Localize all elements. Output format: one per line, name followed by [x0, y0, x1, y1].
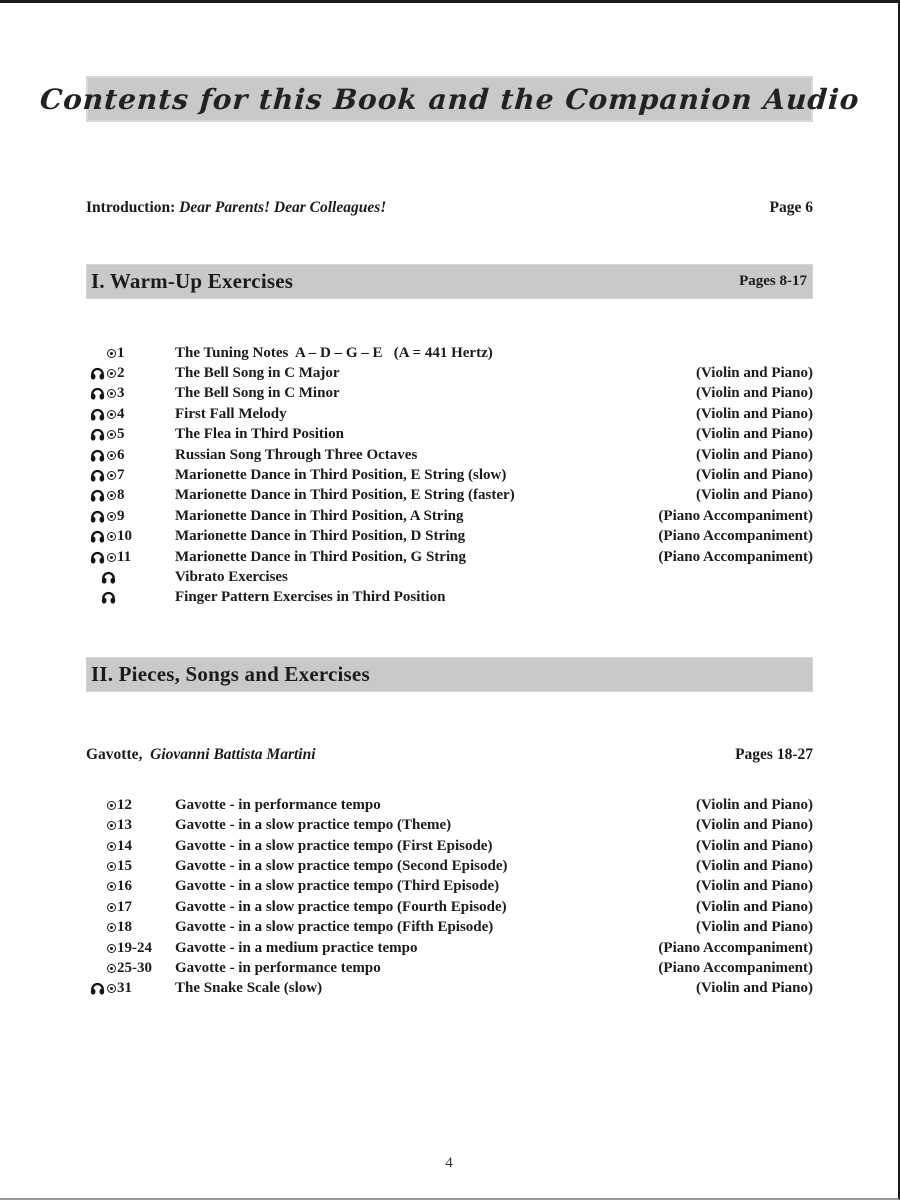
track-gutter [86, 385, 175, 402]
track-number [107, 858, 132, 875]
headphones-icon [90, 367, 107, 380]
track-scoring: (Violin and Piano) [696, 487, 813, 504]
track-number [107, 426, 125, 443]
track-title: Marionette Dance in Third Position, D String [175, 528, 466, 545]
audio-track-icon [107, 471, 116, 480]
track-number [107, 919, 132, 936]
track-title: Gavotte - in performance tempo [175, 959, 381, 976]
track-number [107, 878, 132, 895]
track-scoring: (Violin and Piano) [696, 405, 813, 422]
track-scoring: (Violin and Piano) [696, 878, 813, 895]
track-number-label: 9 [117, 507, 125, 524]
section-2-banner [86, 657, 813, 692]
track-number-label: 7 [117, 467, 125, 484]
track-gutter [86, 467, 175, 484]
track-gutter [86, 838, 175, 855]
headphones-icon [90, 387, 107, 400]
track-scoring: (Piano Accompaniment) [658, 507, 813, 524]
track-number-label: 5 [117, 426, 125, 443]
track-title: The Bell Song in C Minor [175, 385, 340, 402]
track-gutter [86, 980, 175, 997]
track-scoring: (Piano Accompaniment) [658, 528, 813, 545]
introduction-page-ref: Page 6 [769, 199, 813, 216]
track-title: Marionette Dance in Third Position, A String [175, 507, 464, 524]
track-row [86, 343, 813, 363]
headphones-icon [90, 510, 107, 523]
audio-track-icon [107, 491, 116, 500]
track-title: Gavotte - in a slow practice tempo (Fifth Episode) [175, 919, 494, 936]
track-gutter [86, 919, 175, 936]
audio-track-icon [107, 430, 116, 439]
track-number [107, 899, 132, 916]
track-number-label: 12 [117, 796, 132, 813]
track-number [107, 345, 125, 362]
track-row [86, 547, 813, 567]
track-scoring: (Violin and Piano) [696, 385, 813, 402]
audio-track-icon [107, 410, 116, 419]
audio-track-icon [107, 984, 116, 993]
headphones-icon [90, 408, 107, 421]
track-title: Gavotte - in a slow practice tempo (Theme) [175, 817, 452, 834]
audio-track-icon [107, 882, 116, 891]
track-title: Russian Song Through Three Octaves [175, 446, 418, 463]
audio-track-icon [107, 862, 116, 871]
track-scoring: (Violin and Piano) [696, 426, 813, 443]
track-number-label: 4 [117, 405, 125, 422]
track-gutter [86, 899, 175, 916]
track-scoring: (Violin and Piano) [696, 919, 813, 936]
track-row [86, 938, 813, 958]
section-2-heading: II. Pieces, Songs and Exercises [91, 662, 370, 687]
section-2-track-list [86, 795, 813, 999]
track-title: The Flea in Third Position [175, 426, 344, 443]
audio-track-icon [107, 451, 116, 460]
track-scoring: (Violin and Piano) [696, 857, 813, 874]
track-title: Gavotte - in a slow practice tempo (Third Episode) [175, 878, 500, 895]
track-scoring: (Violin and Piano) [696, 467, 813, 484]
audio-track-icon [107, 389, 116, 398]
track-scoring: (Piano Accompaniment) [658, 959, 813, 976]
track-gutter [86, 487, 175, 504]
track-scoring: (Violin and Piano) [696, 837, 813, 854]
headphones-icon [90, 489, 107, 502]
audio-track-icon [107, 821, 116, 830]
track-number-label: 8 [117, 487, 125, 504]
headphones-icon [101, 591, 118, 604]
track-row [86, 795, 813, 815]
track-row [86, 567, 813, 587]
track-scoring: (Piano Accompaniment) [658, 939, 813, 956]
track-row [86, 363, 813, 383]
track-title: Gavotte - in a slow practice tempo (First Episode) [175, 837, 493, 854]
track-scoring: (Violin and Piano) [696, 898, 813, 915]
audio-track-icon [107, 553, 116, 562]
track-number-label: 15 [117, 857, 132, 874]
track-title: Gavotte - in a slow practice tempo (Second Episode) [175, 857, 508, 874]
track-gutter [86, 817, 175, 834]
track-number-label: 31 [117, 980, 132, 997]
track-number [107, 817, 132, 834]
section-1-track-list [86, 343, 813, 608]
track-row [86, 425, 813, 445]
headphones-icon [90, 428, 107, 441]
track-number [107, 487, 125, 504]
headphones-icon [90, 551, 107, 564]
track-scoring: (Violin and Piano) [696, 980, 813, 997]
track-scoring: (Violin and Piano) [696, 796, 813, 813]
section-1-banner [86, 264, 813, 299]
headphones-icon [101, 571, 118, 584]
introduction-row [86, 199, 813, 220]
introduction-title: Dear Parents! Dear Colleagues! [179, 199, 387, 216]
track-title: The Bell Song in C Major [175, 365, 340, 382]
track-row [86, 979, 813, 999]
track-row [86, 404, 813, 424]
headphones-icon [90, 469, 107, 482]
track-number [107, 385, 125, 402]
track-gutter [86, 447, 175, 464]
track-scoring: (Violin and Piano) [696, 817, 813, 834]
track-gutter [86, 878, 175, 895]
section-1-page-ref: Pages 8-17 [739, 273, 807, 289]
piece-name: Gavotte, [86, 746, 143, 764]
track-gutter [86, 858, 175, 875]
track-title: First Fall Melody [175, 405, 287, 422]
track-title: Marionette Dance in Third Position, G String [175, 548, 466, 565]
track-row [86, 465, 813, 485]
track-title: Gavotte - in a slow practice tempo (Fourth Episode) [175, 898, 507, 915]
track-gutter [86, 571, 175, 584]
track-row [86, 815, 813, 835]
track-number [107, 406, 125, 423]
headphones-icon [90, 530, 107, 543]
audio-track-icon [107, 532, 116, 541]
track-gutter [86, 549, 175, 566]
track-number-label: 2 [117, 365, 125, 382]
track-row [86, 384, 813, 404]
track-title: The Snake Scale (slow) [175, 980, 323, 997]
track-row [86, 958, 813, 978]
audio-track-icon [107, 964, 116, 973]
track-row [86, 897, 813, 917]
audio-track-icon [107, 944, 116, 953]
audio-track-icon [107, 903, 116, 912]
track-row [86, 588, 813, 608]
audio-track-icon [107, 349, 116, 358]
track-gutter [86, 591, 175, 604]
track-gutter [86, 365, 175, 382]
track-number-label: 25-30 [117, 959, 152, 976]
track-number-label: 17 [117, 898, 132, 915]
track-number-label: 3 [117, 385, 125, 402]
track-title: Marionette Dance in Third Position, E String (slow) [175, 467, 507, 484]
track-number-label: 14 [117, 837, 132, 854]
track-title: Marionette Dance in Third Position, E String (faster) [175, 487, 515, 504]
track-row [86, 527, 813, 547]
piece-composer: Giovanni Battista Martini [150, 746, 316, 764]
page-content [38, 3, 861, 999]
page-title: Contents for this Book and the Companion Audio [38, 82, 861, 116]
page-title-banner [38, 76, 861, 122]
track-gutter [86, 797, 175, 814]
track-number-label: 10 [117, 528, 132, 545]
track-number [107, 508, 125, 525]
track-number-label: 18 [117, 919, 132, 936]
track-gutter [86, 406, 175, 423]
track-scoring: (Violin and Piano) [696, 446, 813, 463]
track-gutter [86, 940, 175, 957]
page-number: 4 [445, 1155, 453, 1171]
track-number-label: 1 [117, 344, 125, 361]
track-number-label: 11 [117, 548, 132, 565]
piece-heading-row [86, 746, 813, 767]
track-number [107, 797, 132, 814]
track-row [86, 836, 813, 856]
track-number [107, 447, 125, 464]
track-row [86, 445, 813, 465]
track-scoring: (Violin and Piano) [696, 365, 813, 382]
audio-track-icon [107, 801, 116, 810]
track-number [107, 528, 132, 545]
track-number [107, 960, 152, 977]
audio-track-icon [107, 512, 116, 521]
track-gutter [86, 528, 175, 545]
piece-page-ref: Pages 18-27 [735, 746, 813, 764]
track-number-label: 16 [117, 878, 132, 895]
track-title: Vibrato Exercises [175, 568, 288, 585]
track-row [86, 506, 813, 526]
audio-track-icon [107, 369, 116, 378]
track-row [86, 917, 813, 937]
track-number [107, 940, 152, 957]
track-gutter [86, 426, 175, 443]
track-title: Gavotte - in a medium practice tempo [175, 939, 418, 956]
track-number-label: 19-24 [117, 939, 152, 956]
introduction-label: Introduction: [86, 199, 176, 216]
track-gutter [86, 960, 175, 977]
track-number [107, 549, 131, 566]
track-row [86, 486, 813, 506]
headphones-icon [90, 449, 107, 462]
track-number [107, 980, 132, 997]
track-number [107, 467, 125, 484]
track-number [107, 365, 125, 382]
headphones-icon [90, 982, 107, 995]
track-number-label: 13 [117, 817, 132, 834]
track-number [107, 838, 132, 855]
track-title: The Tuning Notes A – D – G – E (A = 441 Hertz) [175, 344, 493, 361]
track-scoring: (Piano Accompaniment) [658, 548, 813, 565]
track-row [86, 856, 813, 876]
track-title: Finger Pattern Exercises in Third Position [175, 589, 446, 606]
track-number-label: 6 [117, 446, 125, 463]
audio-track-icon [107, 842, 116, 851]
track-row [86, 877, 813, 897]
section-1-heading: I. Warm-Up Exercises [91, 269, 294, 293]
track-gutter [86, 345, 175, 362]
track-title: Gavotte - in performance tempo [175, 796, 381, 813]
audio-track-icon [107, 923, 116, 932]
track-gutter [86, 508, 175, 525]
